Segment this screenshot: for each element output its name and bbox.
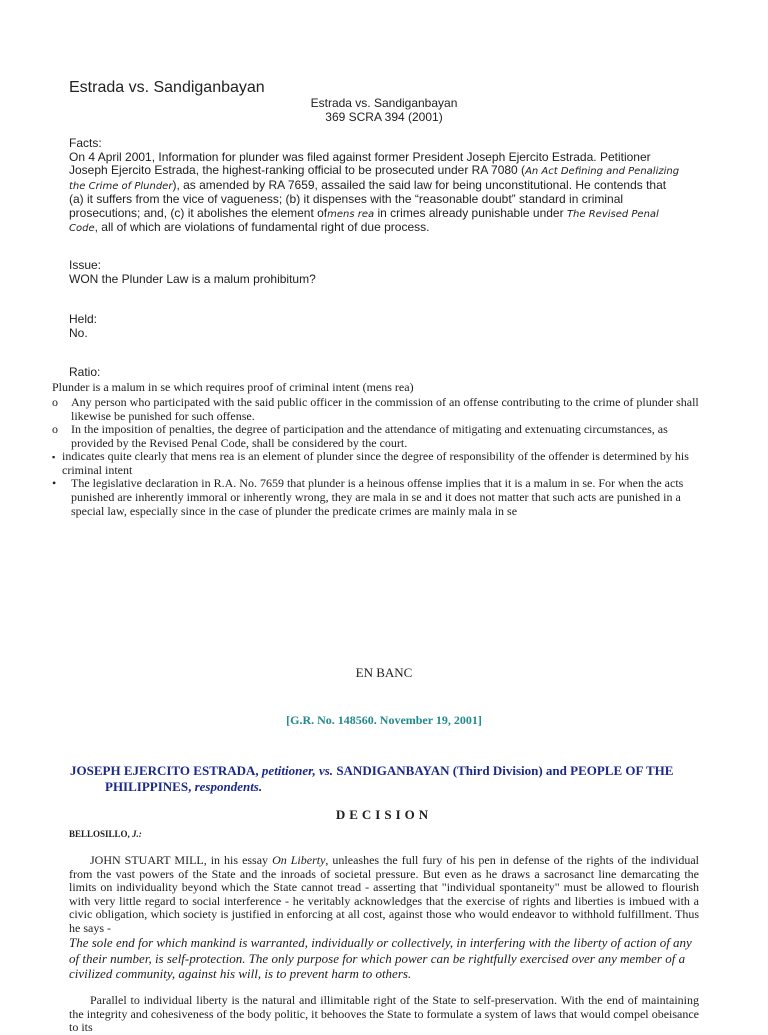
facts-text-part: ), as amended by RA 7659, assailed the said law for being unconstitutional. He contends that (a) it suffers from the vice of vagueness; (b) it dispenses with the “reasonable doubt” standard in criminal prosecutions; and, (c) it abolishes the element of [69, 177, 667, 220]
ratio-lead: Plunder is a malum in se which requires proof of criminal intent (mens rea) [52, 380, 414, 394]
petitioner-role: petitioner, vs. [258, 763, 334, 778]
essay-title: On Liberty [272, 853, 326, 867]
gr-number: [G.R. No. 148560. November 19, 2001] [286, 713, 482, 727]
ratio-marker: ▪ [52, 452, 56, 462]
respondent-role: respondents. [191, 779, 263, 794]
facts-section [69, 137, 684, 236]
paragraph-text: , unleashes the full fury of his pen in defense of the rights of the individual from the vast powers of the State and the inroads of societal pressure. But even as he draws a sacrosanct line demarcating the limits on individuality beyond which the State cannot tread - asserting that "individual spontaneity" must be allowed to flourish with very little regard to social interference - he veritably acknowledges that the exercise of rights and liberties is imbued with a civic obligation, which society is justified in enforcing at all cost, against those who would endeavor to withhold fulfillment. Thus he says - [69, 853, 699, 935]
case-header [0, 96, 768, 124]
ratio-item-text: In the imposition of penalties, the degree of participation and the attendance of mitigating and extenuating circumstances, as provided by the Revised Penal Code, shall be considered by the court. [71, 422, 668, 450]
facts-act-title: An Act Defining and Penalizing the Crime of Plunder [69, 166, 680, 192]
paragraph-text: JOHN STUART MILL, in his essay [90, 853, 273, 867]
facts-text [69, 151, 684, 236]
respondent-name-cont: PHILIPPINES, [105, 779, 192, 794]
issue-text: WON the Plunder Law is a malum prohibitum? [69, 271, 316, 286]
facts-rpc-title: The Revised Penal Code [69, 208, 659, 234]
case-header-name: Estrada vs. Sandiganbayan [310, 96, 458, 110]
ratio-item-text: Any person who participated with the said public officer in the commission of an offense contributing to the crime of plunder shall likewise be punished for such offense. [71, 395, 699, 423]
respondent-name: SANDIGANBAYAN (Third Division) and PEOPLE OF THE [333, 763, 674, 778]
ratio-marker: • [52, 476, 57, 490]
ratio-item-text: indicates quite clearly that mens rea is an element of plunder since the degree of responsibility of the offender is determined by his criminal intent [62, 449, 689, 477]
decision-paragraph: Parallel to individual liberty is the natural and illimitable right of the State to self-preservation. With the end of maintaining the integrity and cohesiveness of the body politic, it behooves the State to formulate a system of laws that would compel obeisance to its [69, 993, 699, 1034]
ratio-label: Ratio: [69, 365, 101, 379]
ratio-marker: o [52, 395, 58, 409]
facts-mens-rea: mens rea [327, 208, 375, 220]
block-quote: The sole end for which mankind is warranted, individually or collectively, in interfering with the liberty of action of any of their number, is self-protection. The only purpose for which power can be rightfully exercised over any member of a civilized community, against his will, is to prevent harm to others. [69, 935, 692, 981]
decision-heading: DECISION [335, 807, 433, 822]
case-header-citation: 369 SCRA 394 (2001) [325, 110, 443, 124]
case-caption [70, 763, 710, 795]
decision-paragraph [69, 854, 699, 935]
ratio-item-text: The legislative declaration in R.A. No. 7659 that plunder is a heinous offense implies that it is a malum in se. For when the acts punished are inherently immoral or inherently wrong, they are mala in se and it does not matter that such acts are punished in a special law, especially since in the case of plunder the predicate crimes are mainly mala in se [71, 476, 684, 518]
ratio-item [52, 476, 712, 518]
en-banc-heading: EN BANC [355, 665, 413, 680]
ponente-title: J.: [129, 829, 142, 839]
petitioner-name: JOSEPH EJERCITO ESTRADA, [70, 763, 259, 778]
ponente [69, 829, 142, 839]
held-section [69, 313, 684, 340]
issue-section [69, 259, 684, 286]
ratio-item [52, 449, 712, 477]
held-label: Held: [69, 312, 98, 326]
issue-label: Issue: [69, 258, 102, 272]
facts-label: Facts: [69, 136, 102, 150]
ratio-item [52, 395, 712, 423]
held-text: No. [69, 325, 88, 340]
document-title: Estrada vs. Sandiganbayan [69, 79, 265, 96]
ratio-item [52, 422, 712, 450]
ponente-name: BELLOSILLO, [69, 829, 130, 839]
facts-text-part: On 4 April 2001, Information for plunder was filed against former President Joseph Ejercito Estrada. Petitioner Joseph Ejercito Estrada, the highest-ranking official to be prosecuted under RA 7080 ( [69, 149, 651, 177]
ratio-marker: o [52, 422, 58, 436]
facts-text-part: , all of which are violations of fundamental right of due process. [94, 220, 430, 234]
facts-text-part: in crimes already punishable under [374, 205, 567, 220]
